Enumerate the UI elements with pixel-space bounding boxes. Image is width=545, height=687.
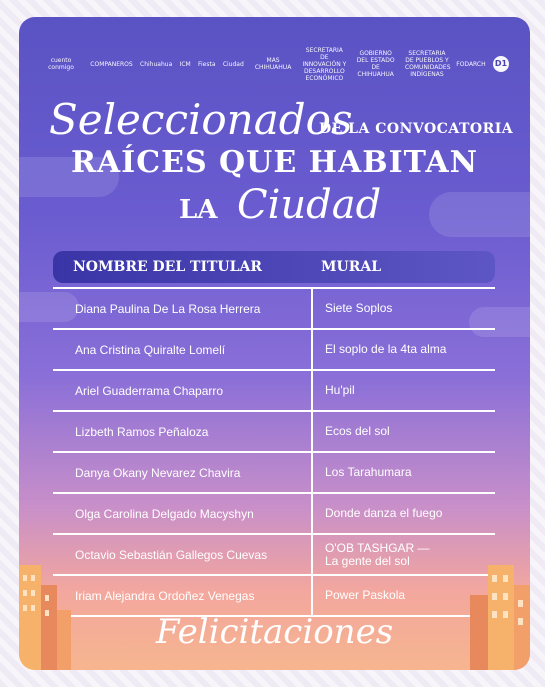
sponsor-logo: FODARCH [456, 60, 486, 68]
table-row [53, 371, 495, 412]
cell-name: Iriam Alejandra Ordoñez Venegas [75, 588, 255, 603]
sponsor-logo: Ciudad [222, 60, 244, 68]
column-divider [311, 289, 313, 328]
sponsor-logo: Chihuahua [140, 60, 173, 68]
main-title: RAÍCES QUE HABITAN [70, 145, 479, 180]
table-row [53, 287, 495, 330]
cell-mural: Siete Soplos [325, 301, 393, 315]
sponsor-logo: GOBIERNO DEL ESTADO DE CHIHUAHUA [356, 50, 395, 78]
cell-mural: Los Tarahumara [325, 465, 412, 479]
title-ciudad: Ciudad [237, 182, 382, 228]
column-divider [311, 453, 313, 492]
cell-name: Ana Cristina Quiralte Lomelí [75, 342, 226, 357]
subtitle: DE LA CONVOCATORIA [319, 121, 514, 137]
cell-name: Lizbeth Ramos Peñaloza [75, 424, 209, 439]
cell-name: Danya Okany Nevarez Chavira [75, 465, 241, 480]
cell-mural: Donde danza el fuego [325, 506, 443, 520]
sponsor-logo: Fiesta [197, 60, 216, 68]
table-row [53, 453, 495, 494]
script-title: Seleccionados [49, 95, 353, 144]
cell-name: Olga Carolina Delgado Macyshyn [75, 506, 254, 521]
cell-mural: Ecos del sol [325, 424, 390, 438]
cell-mural: Power Paskola [325, 588, 406, 602]
cell-mural: El soplo de la 4ta alma [325, 342, 447, 356]
table-header [53, 251, 495, 283]
column-header-name: NOMBRE DEL TITULAR [73, 259, 262, 275]
cloud-decoration [429, 192, 530, 237]
column-header-mural: MURAL [321, 259, 382, 275]
cell-name: Octavio Sebastián Gallegos Cuevas [75, 547, 268, 562]
sponsor-logo: SECRETARÍA DE INNOVACIÓN Y DESARROLLO ECONÓMICO [302, 46, 347, 82]
table-row [53, 576, 495, 617]
sponsor-logo: D1 [493, 56, 509, 72]
sponsor-logo: ICM [179, 60, 191, 68]
table-row [53, 535, 495, 576]
table-row [53, 494, 495, 535]
sponsor-logo: MÁS CHIHUAHUA [254, 57, 292, 71]
column-divider [311, 535, 313, 574]
column-divider [311, 412, 313, 451]
poster-card [19, 17, 530, 670]
sponsor-logo: COMPAÑEROS [90, 60, 133, 68]
column-divider [311, 494, 313, 533]
title-la: LA [179, 195, 218, 225]
building-illustration-left [19, 550, 71, 670]
sponsor-logo: cuento conmigo [48, 57, 74, 71]
column-divider [311, 371, 313, 410]
table-row [53, 330, 495, 371]
selected-table [53, 251, 495, 617]
table-body [53, 287, 495, 617]
column-divider [311, 330, 313, 369]
cell-mural: Hu'pil [325, 383, 355, 397]
cell-name: Diana Paulina De La Rosa Herrera [75, 301, 261, 316]
table-row [53, 412, 495, 453]
column-divider [311, 576, 313, 615]
sponsor-logo: SECRETARÍA DE PUEBLOS Y COMUNIDADES INDÍGENAS [404, 50, 451, 78]
cell-mural: O'OB TASHGAR — La gente del sol [325, 540, 430, 568]
sponsor-logos-bar [39, 47, 509, 81]
congratulations-text: Felicitaciones [155, 612, 394, 652]
cell-name: Ariel Guaderrama Chaparro [75, 383, 224, 398]
